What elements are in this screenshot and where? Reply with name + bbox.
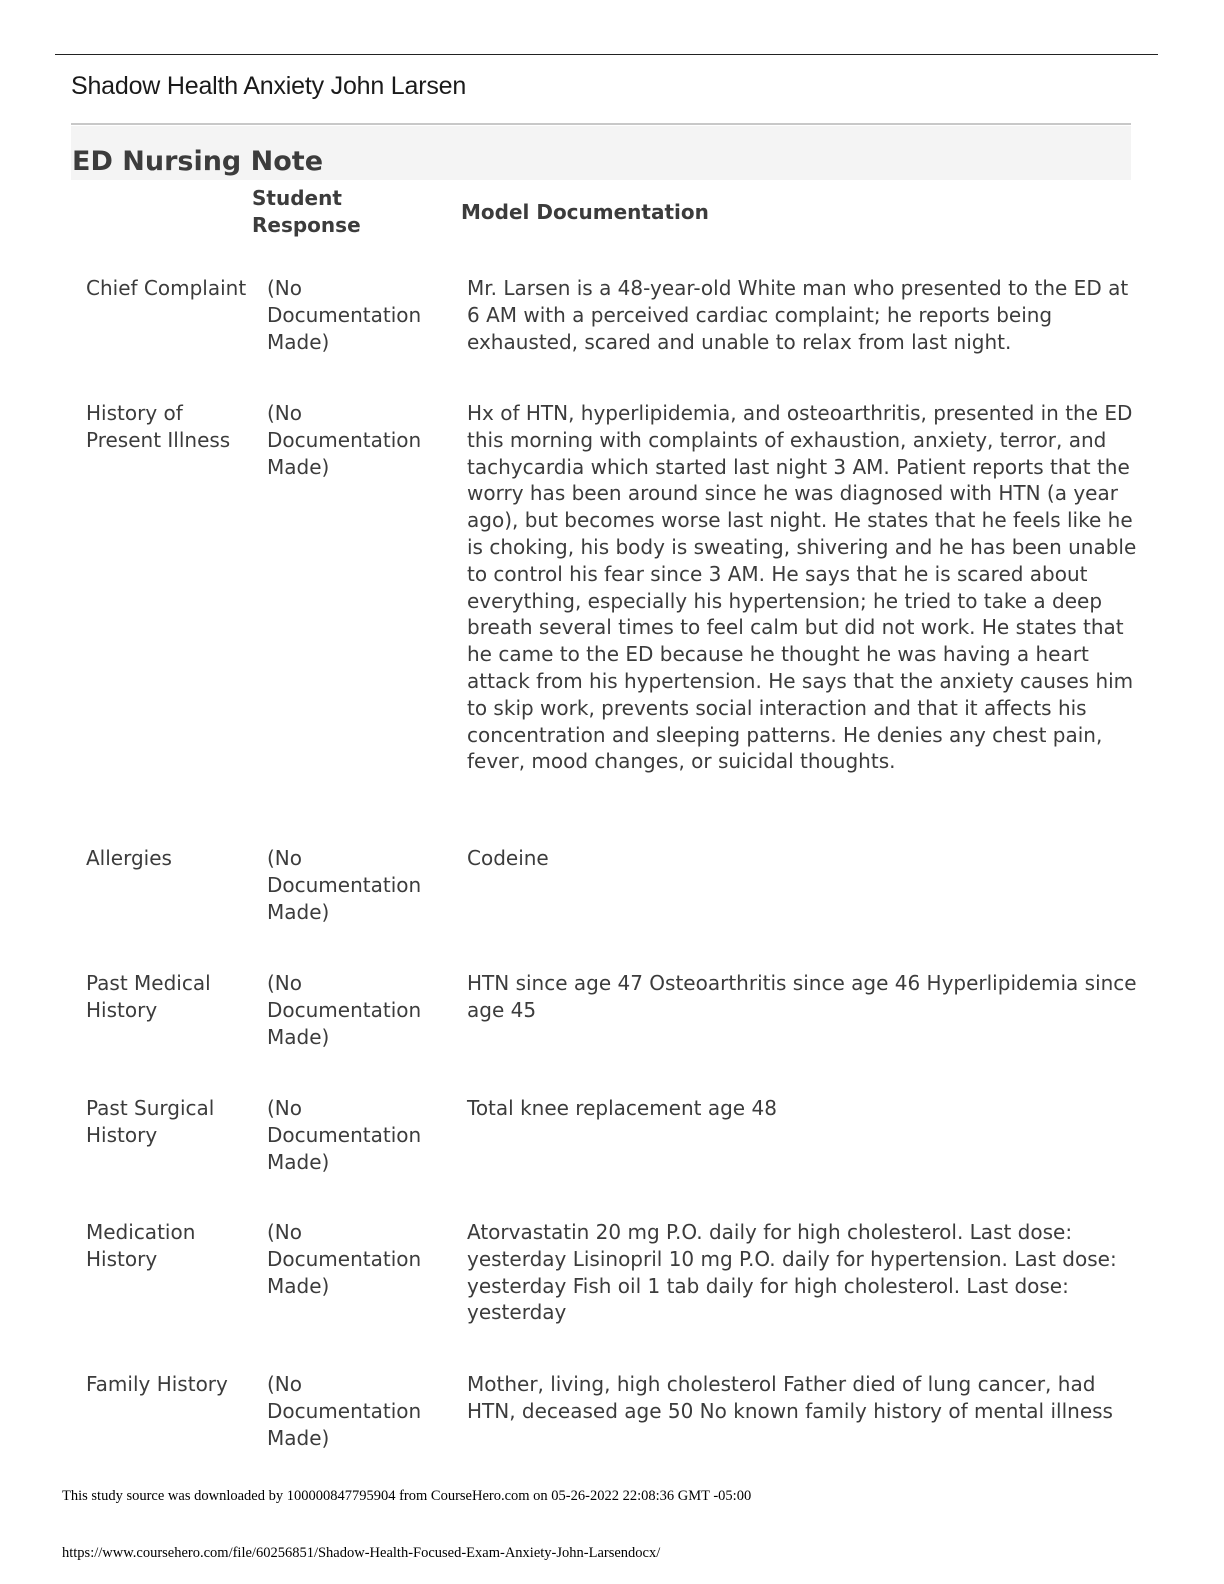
column-header-model-documentation: Model Documentation xyxy=(461,200,709,224)
row-label: History of Present Illness xyxy=(86,401,231,452)
top-rule xyxy=(55,54,1158,55)
student-response: (No Documentation Made) xyxy=(267,276,422,354)
student-response: (No Documentation Made) xyxy=(267,1372,422,1450)
model-documentation: HTN since age 47 Osteoarthritis since age 46 Hyperlipidemia since age 45 xyxy=(467,971,1137,1022)
model-documentation: Atorvastatin 20 mg P.O. daily for high cholesterol. Last dose: yesterday Lisinopril 10 mg P.O. daily for hypertension. Last dose: yesterday Fish oil 1 tab daily for high cholesterol. Last dose: yesterday xyxy=(467,1220,1117,1325)
row-label: Past Medical History xyxy=(86,971,211,1022)
source-url[interactable]: https://www.coursehero.com/file/60256851/Shadow-Health-Focused-Exam-Anxiety-John-Larsendocx/ xyxy=(62,1545,661,1561)
model-documentation: Mother, living, high cholesterol Father died of lung cancer, had HTN, deceased age 50 No known family history of mental illness xyxy=(467,1372,1113,1423)
column-header-student-response: Student Response xyxy=(252,186,361,237)
row-label: Allergies xyxy=(86,846,172,870)
model-documentation: Codeine xyxy=(467,846,549,870)
download-source-note: This study source was downloaded by 100000847795904 from CourseHero.com on 05-26-2022 22:08:36 GMT -05:00 xyxy=(62,1488,752,1504)
student-response: (No Documentation Made) xyxy=(267,401,422,479)
model-documentation: Mr. Larsen is a 48-year-old White man who presented to the ED at 6 AM with a perceived cardiac complaint; he reports being exhausted, scared and unable to relax from last night. xyxy=(467,276,1129,354)
model-documentation: Total knee replacement age 48 xyxy=(467,1096,777,1120)
student-response: (No Documentation Made) xyxy=(267,971,422,1049)
student-response: (No Documentation Made) xyxy=(267,1096,422,1174)
document-title: Shadow Health Anxiety John Larsen xyxy=(71,72,467,100)
student-response: (No Documentation Made) xyxy=(267,1220,422,1298)
section-title: ED Nursing Note xyxy=(72,146,324,177)
row-label: Medication History xyxy=(86,1220,196,1271)
model-documentation: Hx of HTN, hyperlipidemia, and osteoarthritis, presented in the ED this morning with complaints of exhaustion, anxiety, terror, and tachycardia which started last night 3 AM. Patient reports that the worry has been around since he was diagnosed with HTN (a year ago), but becomes worse last night. He states that he feels like he is choking, his body is sweating, shivering and he has been unable to control his fear since 3 AM. He says that he is scared about everything, especially his hypertension; he tried to take a deep breath several times to feel calm but did not work. He states that he came to the ED because he thought he was having a heart attack from his hypertension. He says that the anxiety causes him to skip work, prevents social interaction and that it affects his concentration and sleeping patterns. He denies any chest pain, fever, mood changes, or suicidal thoughts. xyxy=(467,401,1137,774)
row-label: Family History xyxy=(86,1372,228,1396)
title-divider xyxy=(71,123,1131,125)
row-label: Past Surgical History xyxy=(86,1096,215,1147)
student-response: (No Documentation Made) xyxy=(267,846,422,924)
row-label: Chief Complaint xyxy=(86,276,247,300)
